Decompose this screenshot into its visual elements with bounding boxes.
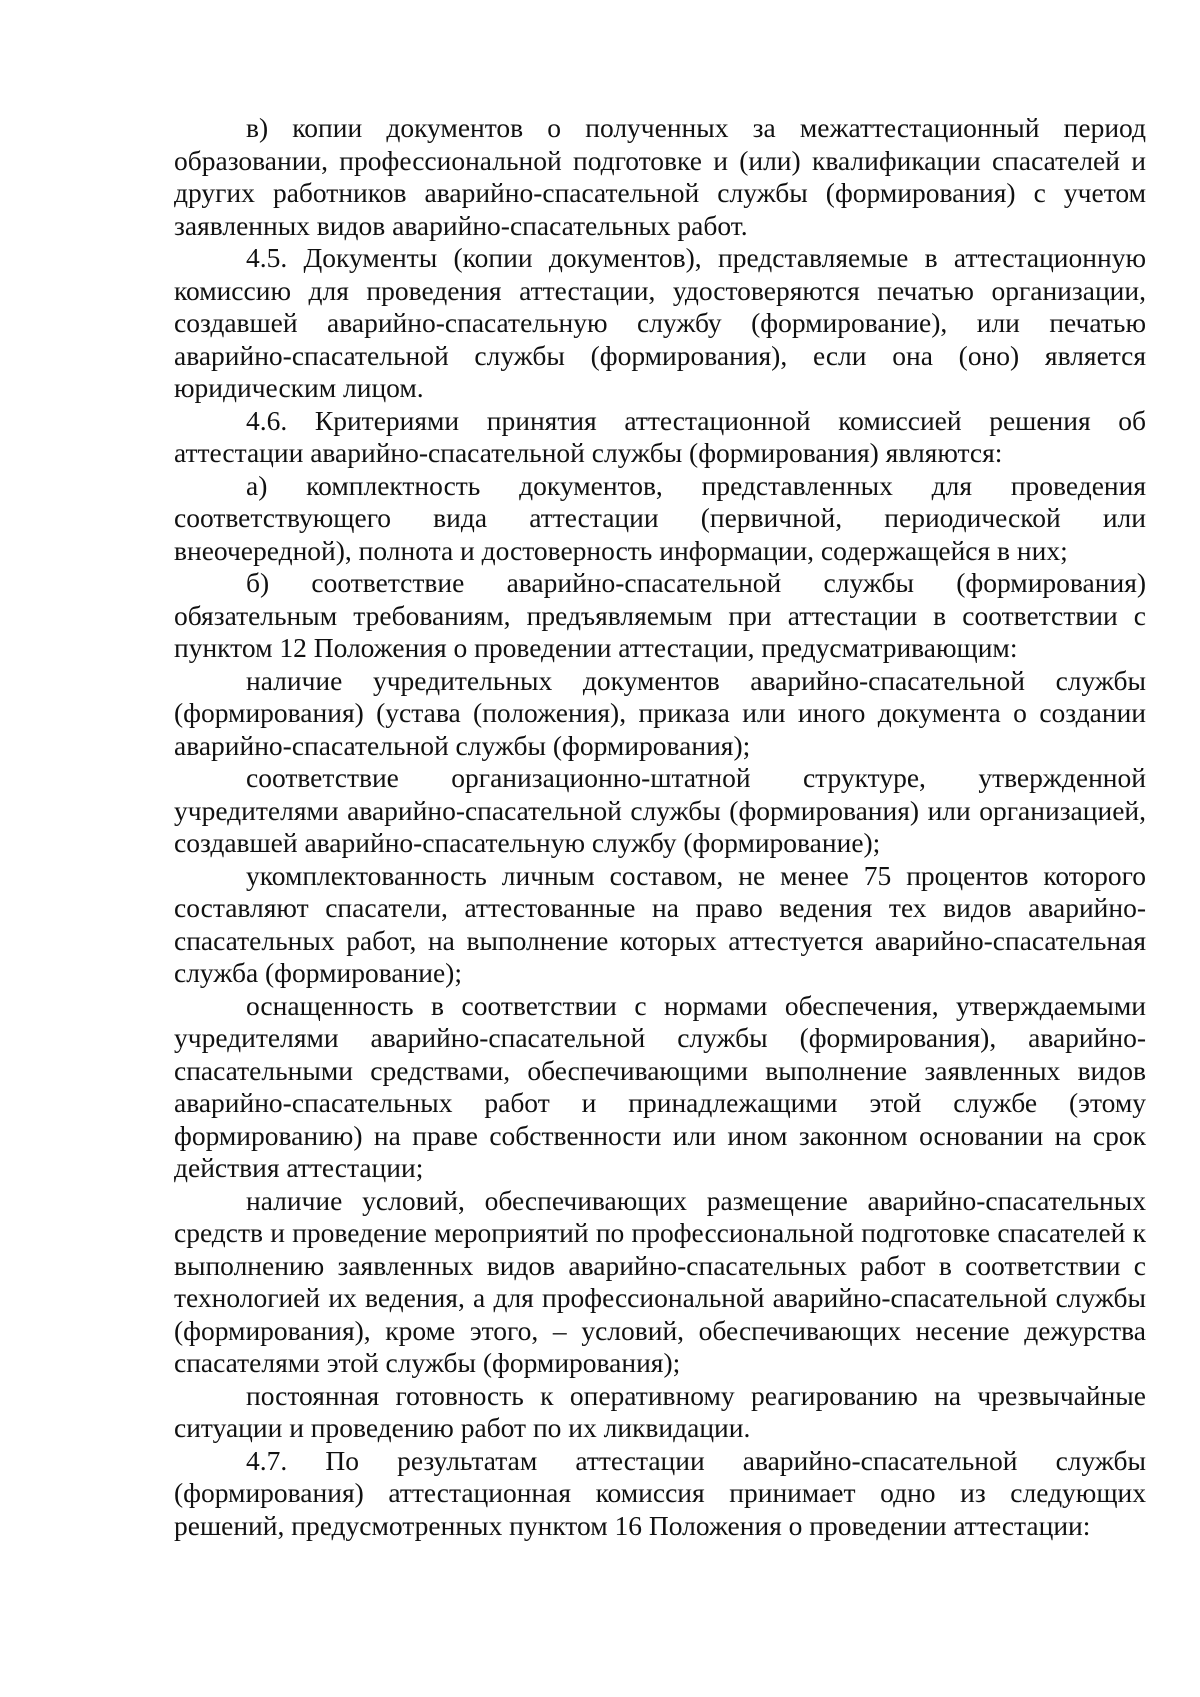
paragraph-requirement-staff-structure: соответствие организационно-штатной структуре, утвержденной учредителями аварийно-спасательной службы (формирования) или организацией, создавшей аварийно-спасательную службу (формирование); [174,762,1146,858]
paragraph-requirement-conditions: наличие условий, обеспечивающих размещение аварийно-спасательных средств и проведение мероприятий по профессиональной подготовке спасателей к выполнению заявленных видов аварийно-спасательных работ в соответствии с технологией их ведения, а для профессиональной аварийно-спасательной службы (формирования), кроме этого, – условий, обеспечивающих несение дежурства спасателями этой службы (формирования); [174,1184,1146,1378]
paragraph-requirement-readiness: постоянная готовность к оперативному реагированию на чрезвычайные ситуации и проведению работ по их ликвидации. [174,1379,1146,1443]
paragraph-4-5: 4.5. Документы (копии документов), представляемые в аттестационную комиссию для проведения аттестации, удостоверяются печатью организации, создавшей аварийно-спасательную службу (формирование), или печатью аварийно-спасательной службы (формирования), если она (оно) является юридическим лицом. [174,242,1146,403]
paragraph-requirement-founding-docs: наличие учредительных документов аварийно-спасательной службы (формирования) (устава (положения), приказа или иного документа о создании аварийно-спасательной службы (формирования); [174,664,1146,761]
paragraph-item-b: б) соответствие аварийно-спасательной службы (формирования) обязательным требованиям, предъявляемым при аттестации в соответствии с пунктом 12 Положения о проведении аттестации, предусматривающим: [174,567,1146,663]
paragraph-requirement-staffing: укомплектованность личным составом, не менее 75 процентов которого составляют спасатели, аттестованные на право ведения тех видов аварийно-спасательных работ, на выполнение которых аттестуется аварийно-спасательная служба (формирование); [174,859,1146,988]
document-page [174,112,1146,1542]
paragraph-4-6: 4.6. Критериями принятия аттестационной комиссией решения об аттестации аварийно-спасательной службы (формирования) являются: [174,404,1146,468]
paragraph-item-v-copies: в) копии документов о полученных за межаттестационный период образовании, профессиональной подготовке и (или) квалификации спасателей и других работников аварийно-спасательной службы (формирования) с учетом заявленных видов аварийно-спасательных работ. [174,112,1146,241]
paragraph-requirement-equipment: оснащенность в соответствии с нормами обеспечения, утверждаемыми учредителями аварийно-спасательной службы (формирования), аварийно-спасательными средствами, обеспечивающими выполнение заявленных видов аварийно-спасательных работ и принадлежащими этой службе (этому формированию) на праве собственности или ином законном основании на срок действия аттестации; [174,989,1146,1183]
paragraph-item-a: а) комплектность документов, представленных для проведения соответствующего вида аттестации (первичной, периодической или внеочередной), полнота и достоверность информации, содержащейся в них; [174,469,1146,566]
paragraph-4-7: 4.7. По результатам аттестации аварийно-спасательной службы (формирования) аттестационная комиссия принимает одно из следующих решений, предусмотренных пунктом 16 Положения о проведении аттестации: [174,1444,1146,1541]
